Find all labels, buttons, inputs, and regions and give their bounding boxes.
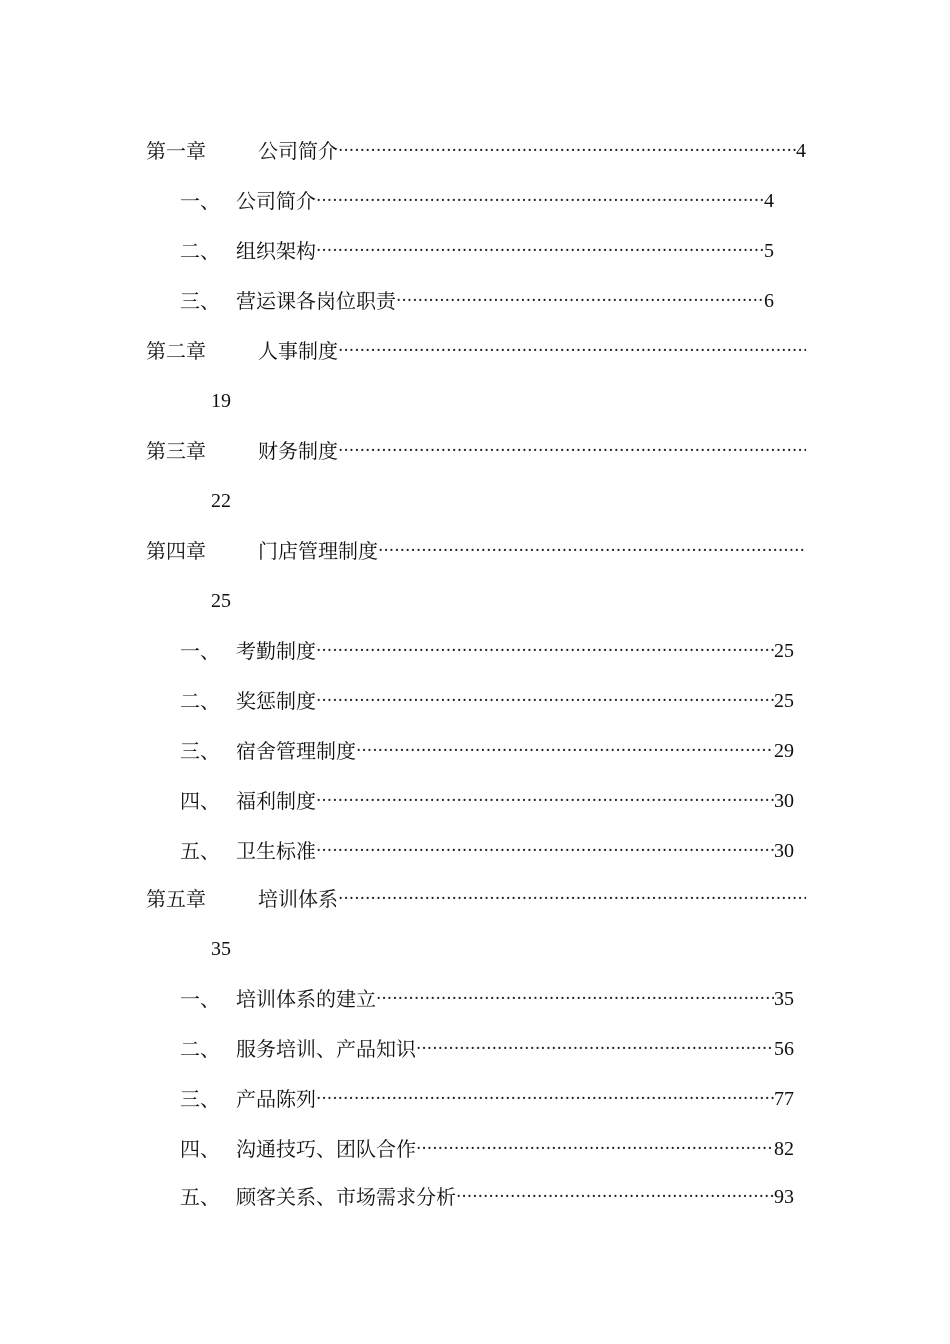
chapter-title: 公司简介 <box>258 139 338 163</box>
entry-title: 奖惩制度 <box>236 689 316 713</box>
toc-chapter-1[interactable] <box>146 136 806 166</box>
page-number: 25 <box>774 690 794 712</box>
entry-index: 一、 <box>180 987 220 1011</box>
toc-entry[interactable] <box>180 1034 794 1064</box>
entry-index: 五、 <box>180 839 220 863</box>
entry-index: 四、 <box>180 789 220 813</box>
entry-index: 三、 <box>180 739 220 763</box>
page-number: 77 <box>774 1088 794 1110</box>
entry-index: 五、 <box>180 1185 220 1209</box>
dot-leader <box>316 836 774 866</box>
entry-title: 公司简介 <box>236 189 316 213</box>
entry-title: 产品陈列 <box>236 1087 316 1111</box>
page-number: 30 <box>774 790 794 812</box>
chapter-number: 第二章 <box>146 339 206 363</box>
dot-leader <box>316 686 774 716</box>
toc-entry[interactable] <box>180 786 794 816</box>
page-number: 4 <box>796 140 806 162</box>
entry-index: 一、 <box>180 189 220 213</box>
dot-leader <box>396 286 764 316</box>
entry-index: 二、 <box>180 1037 220 1061</box>
toc-entry[interactable] <box>180 1084 794 1114</box>
chapter-title: 门店管理制度 <box>258 539 378 563</box>
page-number: 35 <box>211 938 231 960</box>
dot-leader <box>456 1182 774 1212</box>
entry-title: 卫生标准 <box>236 839 316 863</box>
chapter-title: 财务制度 <box>258 439 338 463</box>
chapter-number: 第一章 <box>146 139 206 163</box>
toc-chapter-4-page <box>211 586 231 616</box>
chapter-title: 培训体系 <box>258 887 338 911</box>
entry-title: 沟通技巧、团队合作 <box>236 1137 416 1161</box>
toc-chapter-5[interactable] <box>146 884 806 914</box>
dot-leader <box>356 736 774 766</box>
page-number: 19 <box>211 390 231 412</box>
toc-entry[interactable] <box>180 984 794 1014</box>
dot-leader <box>338 436 806 466</box>
entry-index: 三、 <box>180 1087 220 1111</box>
dot-leader <box>316 786 774 816</box>
page-number: 5 <box>764 240 774 262</box>
entry-title: 福利制度 <box>236 789 316 813</box>
dot-leader <box>316 636 774 666</box>
dot-leader <box>378 536 806 566</box>
page-number: 4 <box>764 190 774 212</box>
entry-index: 四、 <box>180 1137 220 1161</box>
toc-chapter-3[interactable] <box>146 436 806 466</box>
page-number: 56 <box>774 1038 794 1060</box>
dot-leader <box>416 1134 774 1164</box>
entry-index: 二、 <box>180 689 220 713</box>
dot-leader <box>338 136 796 166</box>
chapter-title: 人事制度 <box>258 339 338 363</box>
toc-chapter-2[interactable] <box>146 336 806 366</box>
entry-title: 宿舍管理制度 <box>236 739 356 763</box>
page-number: 29 <box>774 740 794 762</box>
dot-leader <box>316 1084 774 1114</box>
page-number: 35 <box>774 988 794 1010</box>
entry-title: 顾客关系、市场需求分析 <box>236 1185 456 1209</box>
entry-index: 一、 <box>180 639 220 663</box>
toc-entry[interactable] <box>180 1134 794 1164</box>
dot-leader <box>316 186 764 216</box>
page-number: 25 <box>774 640 794 662</box>
entry-title: 服务培训、产品知识 <box>236 1037 416 1061</box>
dot-leader <box>376 984 774 1014</box>
toc-entry[interactable] <box>180 186 774 216</box>
toc-entry[interactable] <box>180 736 794 766</box>
page-number: 25 <box>211 590 231 612</box>
entry-title: 营运课各岗位职责 <box>236 289 396 313</box>
toc-chapter-3-page <box>211 486 231 516</box>
toc-entry[interactable] <box>180 836 794 866</box>
toc-entry[interactable] <box>180 636 794 666</box>
toc-chapter-5-page <box>211 934 231 964</box>
chapter-number: 第四章 <box>146 539 206 563</box>
toc-entry[interactable] <box>180 686 794 716</box>
entry-title: 培训体系的建立 <box>236 987 376 1011</box>
dot-leader <box>416 1034 774 1064</box>
toc-entry[interactable] <box>180 286 774 316</box>
toc-chapter-2-page <box>211 386 231 416</box>
page-number: 30 <box>774 840 794 862</box>
toc-entry[interactable] <box>180 236 774 266</box>
dot-leader <box>338 336 806 366</box>
entry-title: 组织架构 <box>236 239 316 263</box>
toc-entry[interactable] <box>180 1182 794 1212</box>
page-number: 82 <box>774 1138 794 1160</box>
chapter-number: 第三章 <box>146 439 206 463</box>
chapter-number: 第五章 <box>146 887 206 911</box>
entry-index: 二、 <box>180 239 220 263</box>
toc-chapter-4[interactable] <box>146 536 806 566</box>
entry-index: 三、 <box>180 289 220 313</box>
page-number: 22 <box>211 490 231 512</box>
entry-title: 考勤制度 <box>236 639 316 663</box>
dot-leader <box>338 884 806 914</box>
dot-leader <box>316 236 764 266</box>
page-number: 6 <box>764 290 774 312</box>
page-number: 93 <box>774 1186 794 1208</box>
